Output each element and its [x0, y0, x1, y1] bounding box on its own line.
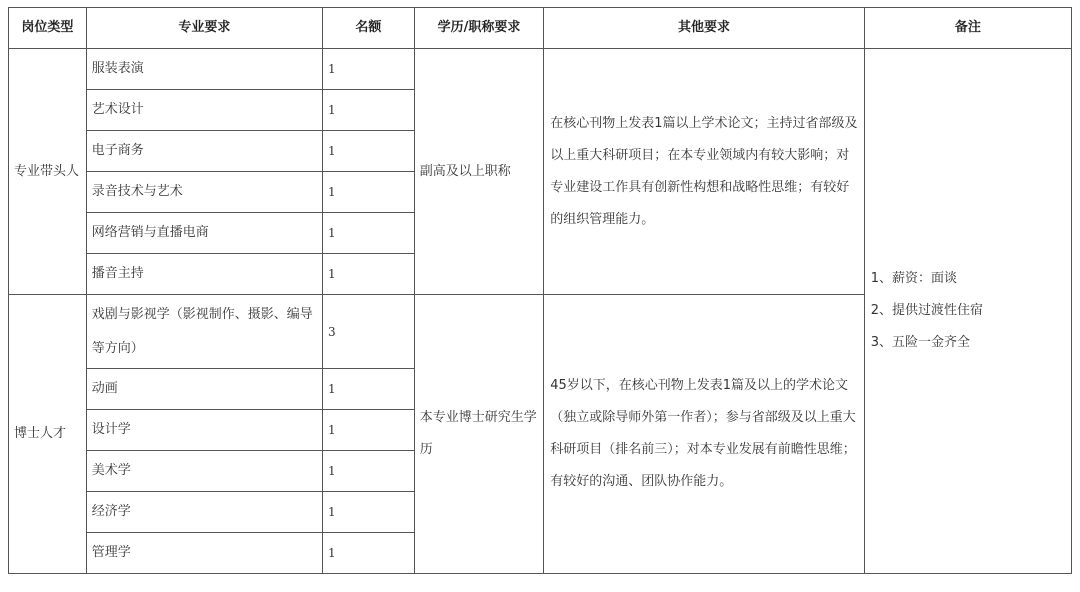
position-type-cell: 博士人才	[9, 295, 87, 574]
quota-cell: 1	[323, 172, 415, 213]
other-requirements-cell: 45岁以下，在核心刊物上发表1篇及以上的学术论文（独立或除导师外第一作者）；参与省部级及以上重大科研项目（排名前三）；对本专业发展有前瞻性思维；有较好的沟通、团队协作能力。	[544, 295, 865, 574]
quota-cell: 1	[323, 90, 415, 131]
quota-cell: 1	[323, 213, 415, 254]
note-housing: 2、提供过渡性住宿	[870, 303, 984, 318]
header-quota: 名额	[323, 8, 415, 49]
note-insurance: 3、五险一金齐全	[870, 335, 971, 350]
major-cell: 电子商务	[86, 131, 322, 172]
major-cell: 戏剧与影视学（影视制作、摄影、编导等方向）	[86, 295, 322, 369]
recruitment-table	[8, 7, 1072, 574]
major-cell: 管理学	[86, 533, 322, 574]
header-row	[9, 8, 1072, 49]
major-cell: 艺术设计	[86, 90, 322, 131]
other-requirements-cell: 在核心刊物上发表1篇以上学术论文；主持过省部级及以上重大科研项目；在本专业领域内有较大影响；对专业建设工作具有创新性构想和战略性思维；有较好的组织管理能力。	[544, 49, 865, 295]
quota-cell: 1	[323, 410, 415, 451]
major-cell: 播音主持	[86, 254, 322, 295]
header-major: 专业要求	[86, 8, 322, 49]
header-notes: 备注	[864, 8, 1071, 49]
quota-cell: 1	[323, 131, 415, 172]
quota-cell: 1	[323, 369, 415, 410]
header-position-type: 岗位类型	[9, 8, 87, 49]
major-cell: 服装表演	[86, 49, 322, 90]
education-cell: 本专业博士研究生学历	[414, 295, 544, 574]
education-cell: 副高及以上职称	[414, 49, 544, 295]
table-row	[9, 49, 1072, 90]
major-cell: 经济学	[86, 492, 322, 533]
major-cell: 设计学	[86, 410, 322, 451]
major-cell: 美术学	[86, 451, 322, 492]
quota-cell: 1	[323, 451, 415, 492]
quota-cell: 1	[323, 49, 415, 90]
major-cell: 动画	[86, 369, 322, 410]
note-salary: 1、薪资：面谈	[870, 271, 958, 286]
notes-cell	[864, 49, 1071, 574]
header-other: 其他要求	[544, 8, 865, 49]
quota-cell: 1	[323, 254, 415, 295]
position-type-cell: 专业带头人	[9, 49, 87, 295]
quota-cell: 3	[323, 295, 415, 369]
header-education: 学历/职称要求	[414, 8, 544, 49]
quota-cell: 1	[323, 492, 415, 533]
quota-cell: 1	[323, 533, 415, 574]
major-cell: 录音技术与艺术	[86, 172, 322, 213]
major-cell: 网络营销与直播电商	[86, 213, 322, 254]
